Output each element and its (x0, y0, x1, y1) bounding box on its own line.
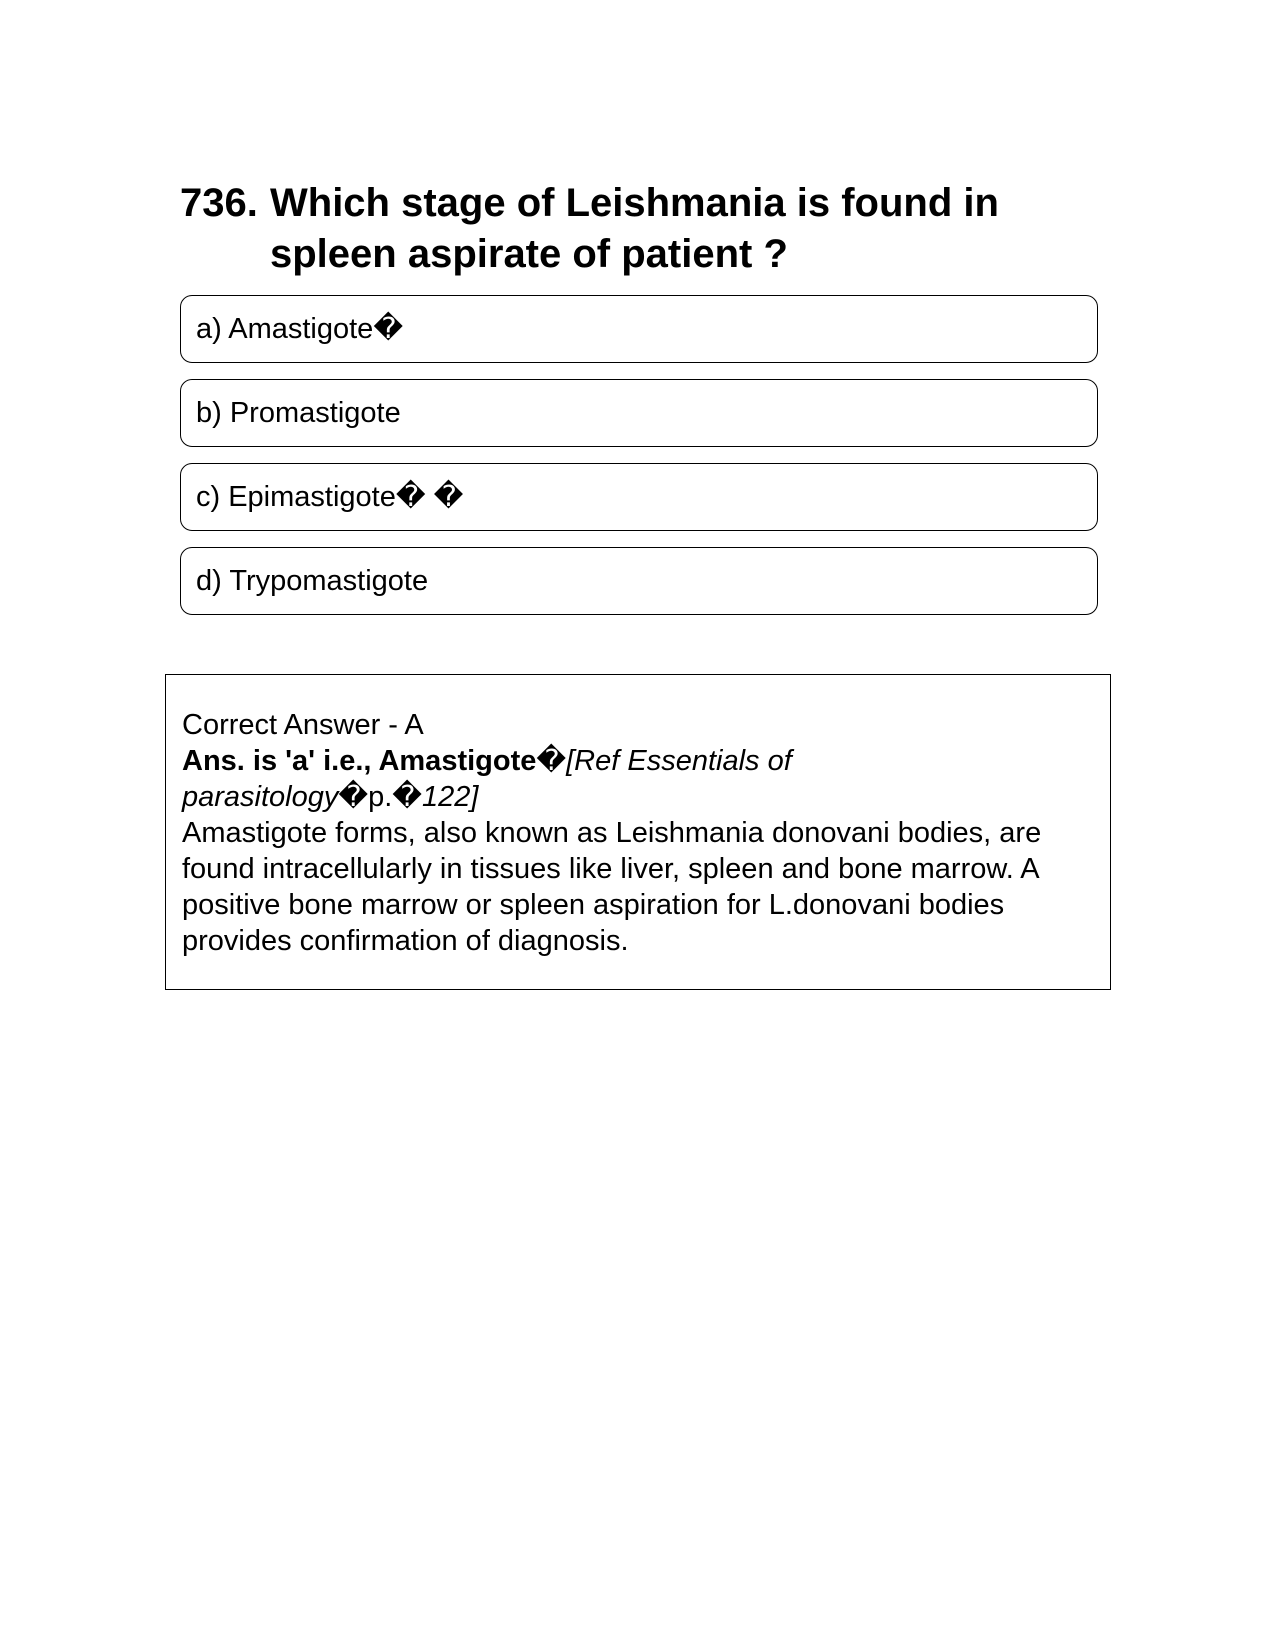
option-d[interactable]: d) Trypomastigote (180, 547, 1098, 615)
explanation-text: Amastigote forms, also known as Leishmania donovani bodies, are found intracellularly in tissues like liver, spleen and bone marrow. A positive bone marrow or spleen aspiration for L.donovani bodies provides confirmation of diagnosis. (182, 817, 1042, 957)
correct-answer: Correct Answer - A (182, 709, 424, 741)
answer-box (165, 674, 1111, 990)
option-b[interactable]: b) Promastigote (180, 379, 1098, 447)
reference-title: [Ref Essentials of parasitology (182, 745, 792, 813)
option-c[interactable]: c) Epimastigote� � (180, 463, 1098, 531)
reference-page: 122] (422, 781, 479, 813)
options-list (180, 295, 1098, 631)
question-text: Which stage of Leishmania is found in spleen aspirate of patient ? (270, 181, 999, 276)
separator-glyph: � (536, 745, 567, 777)
page-prefix: �p.� (338, 781, 423, 813)
answer-reference (182, 743, 1096, 815)
answer-statement: Ans. is 'a' i.e., Amastigote (182, 745, 537, 777)
question-heading (180, 178, 1080, 280)
question-number: 736. (180, 181, 258, 225)
option-a[interactable]: a) Amastigote� (180, 295, 1098, 363)
